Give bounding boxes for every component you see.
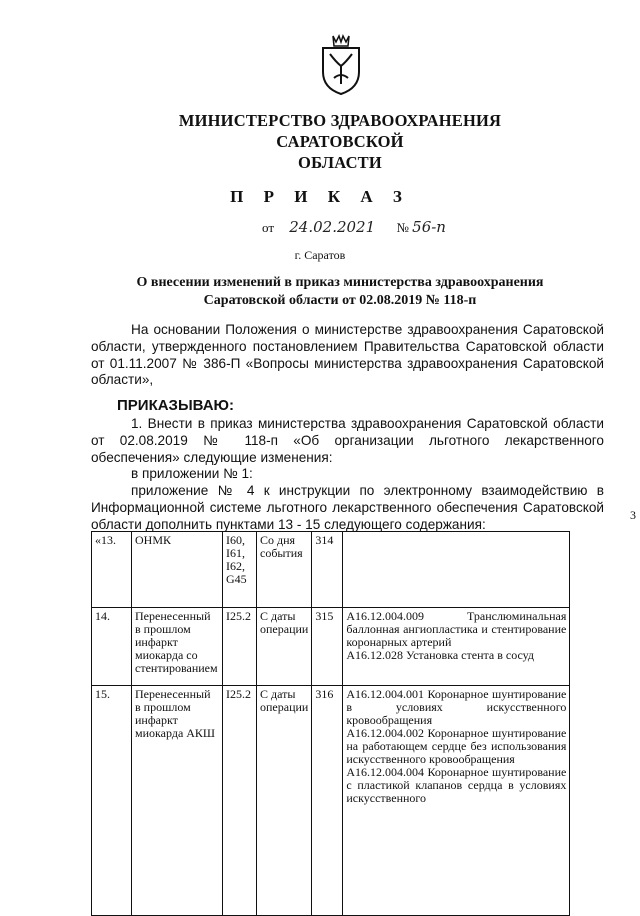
margin-mark: 3 bbox=[630, 508, 636, 522]
row-number-cell: 15. bbox=[92, 686, 132, 916]
service-item: A16.12.028 Установка стента в сосуд bbox=[346, 648, 535, 662]
period-cell: Со дня события bbox=[257, 532, 312, 608]
appendix-paragraph: приложение № 4 к инструкции по электронному взаимодействию в Информационной системе льготного лекарственного обеспечения Саратовской области дополнить пунктами 13 - 15 следующего содержания: bbox=[91, 483, 604, 532]
icd-codes-cell: I60, I61, I62, G45 bbox=[223, 532, 257, 608]
city: г. Саратов bbox=[294, 248, 346, 262]
services-cell bbox=[343, 608, 570, 686]
period-cell: С даты операции bbox=[257, 686, 312, 916]
diagnosis-name-cell: Перенесенный в прошлом инфаркт миокарда со стентированием bbox=[132, 608, 223, 686]
handwritten-date: 24.02.2021 bbox=[289, 218, 376, 236]
icd-codes-cell: I25.2 bbox=[223, 608, 257, 686]
table-row bbox=[92, 608, 570, 686]
table-row bbox=[92, 532, 570, 608]
code-cell: 316 bbox=[312, 686, 343, 916]
table-row bbox=[92, 686, 570, 916]
row-number-cell: «13. bbox=[92, 532, 132, 608]
document-title: П Р И К А З bbox=[230, 187, 410, 206]
item-1-paragraph: 1. Внести в приказ министерства здравоохранения Саратовской области от 02.08.2019 № 118-п «Об организации льготного лекарственного обеспечения» следующие изменения: bbox=[91, 416, 604, 465]
services-cell bbox=[343, 686, 570, 916]
basis-paragraph: На основании Положения о министерстве здравоохранения Саратовской области, утвержденного постановлением Правительства Саратовской области от 01.11.2007 № 386-П «Вопросы министерства здравоохранения Саратовской области», bbox=[91, 322, 604, 388]
ministry-name: МИНИСТЕРСТВО ЗДРАВООХРАНЕНИЯ САРАТОВСКОЙ ОБЛАСТИ bbox=[178, 111, 502, 172]
service-item: A16.12.004.001 Коронарное шунтирование в условиях искусственного кровообращения bbox=[346, 687, 567, 727]
diagnosis-name-cell: Перенесенный в прошлом инфаркт миокарда АКШ bbox=[132, 686, 223, 916]
appendix-reference: в приложении № 1: bbox=[131, 466, 253, 481]
order-subject: О внесении изменений в приказ министерства здравоохранения Саратовской области от 02.08.2019 № 118-п bbox=[136, 275, 544, 308]
service-item: A16.12.004.004 Коронарное шунтирование с пластикой клапанов сердца в условиях искусственного bbox=[346, 765, 567, 805]
code-cell: 315 bbox=[312, 608, 343, 686]
icd-codes-cell: I25.2 bbox=[223, 686, 257, 916]
handwritten-number: 56-п bbox=[412, 218, 446, 236]
order-date-line: от 24.02.2021 № 56-п bbox=[262, 218, 446, 236]
code-cell: 314 bbox=[312, 532, 343, 608]
services-cell bbox=[343, 532, 570, 608]
order-word: ПРИКАЗЫВАЮ: bbox=[117, 397, 235, 414]
period-cell: С даты операции bbox=[257, 608, 312, 686]
coat-of-arms-icon bbox=[318, 34, 364, 96]
diagnosis-name-cell: ОНМК bbox=[132, 532, 223, 608]
row-number-cell: 14. bbox=[92, 608, 132, 686]
amendment-table bbox=[91, 531, 570, 916]
service-item: A16.12.004.002 Коронарное шунтирование на работающем сердце без использования искусственного кровообращения bbox=[346, 726, 567, 766]
service-item: A16.12.004.009 Транслюминальная баллонная ангиопластика и стентирование коронарных артерий bbox=[346, 609, 567, 649]
